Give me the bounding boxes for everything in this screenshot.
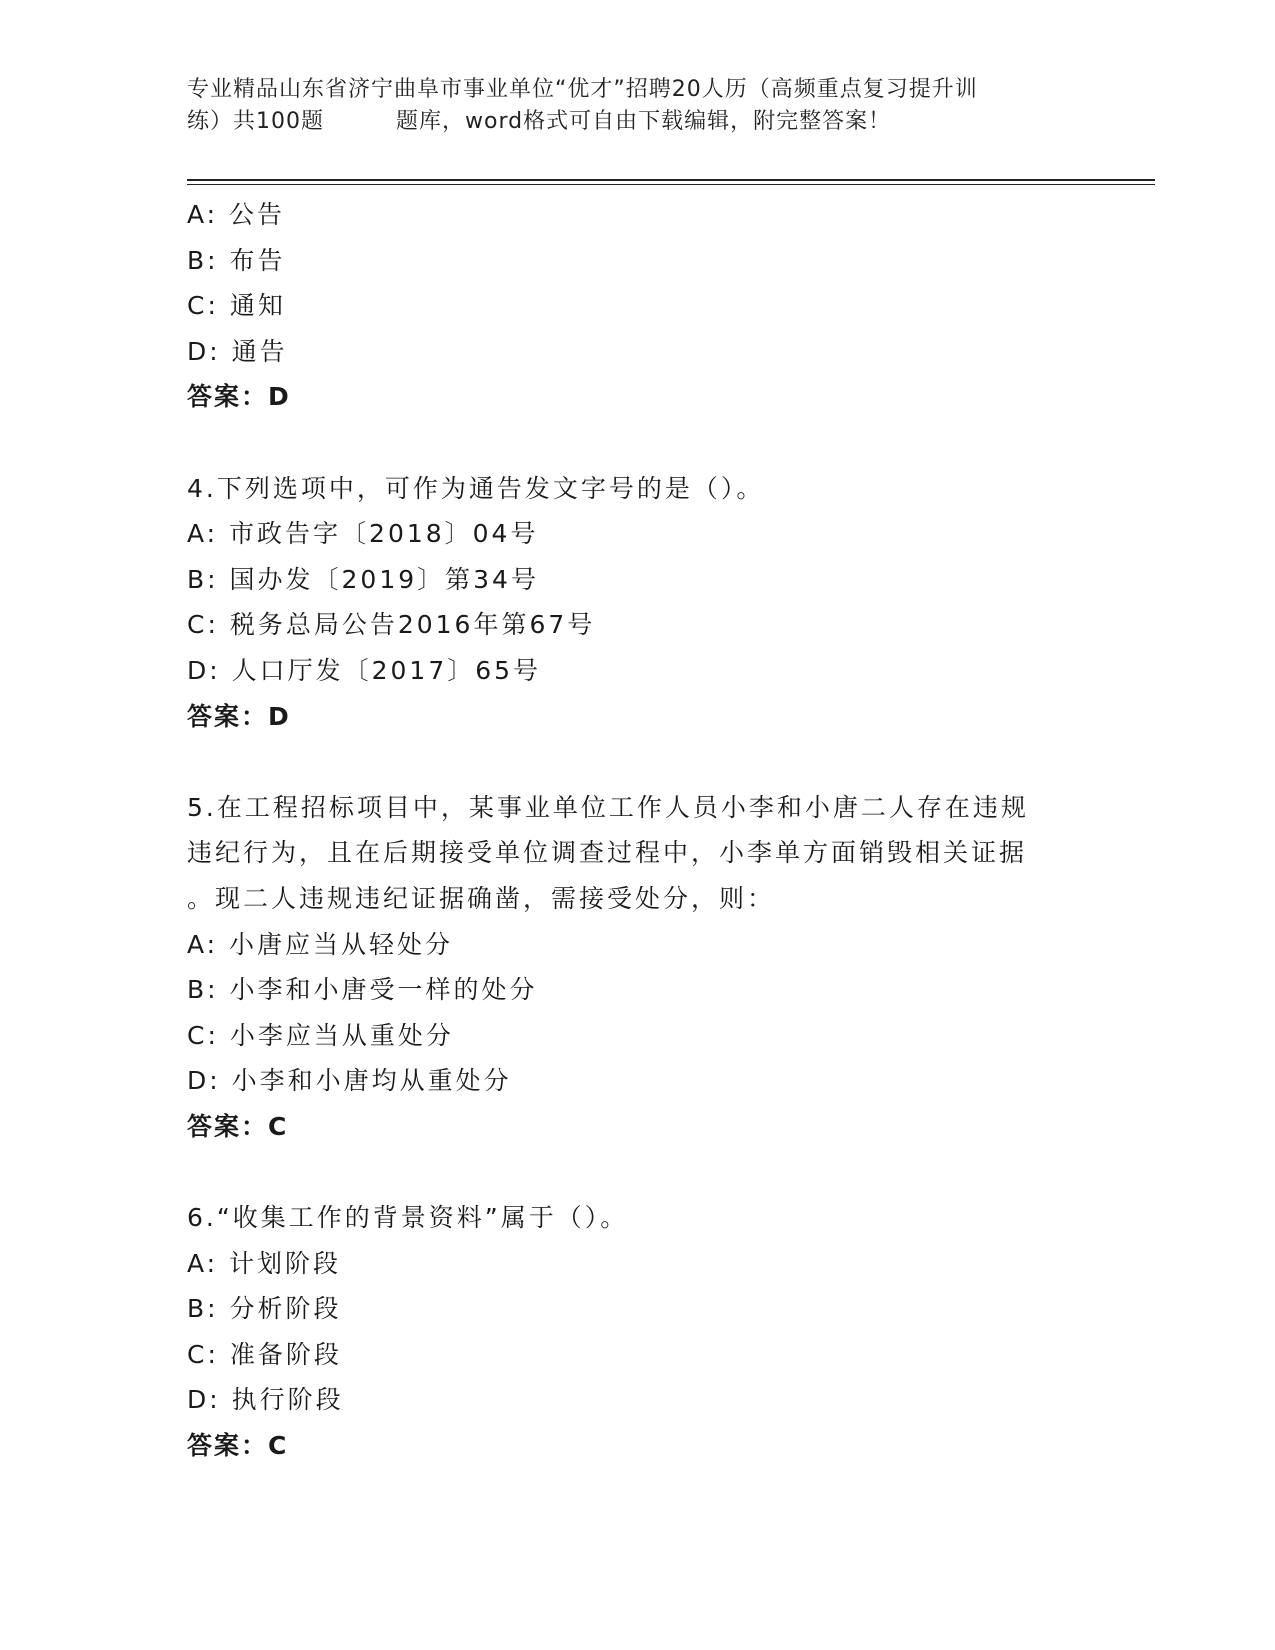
option-d: D: 通告 <box>187 336 288 366</box>
question-text-line-3: 。现二人违规违纪证据确凿，需接受处分，则： <box>187 883 776 913</box>
option-b: B: 分析阶段 <box>187 1294 342 1324</box>
question-4-block <box>187 466 1087 740</box>
question-text-line-1: 5.在工程招标项目中，某事业单位工作人员小李和小唐二人存在违规 <box>187 792 1029 822</box>
option-d: D: 人口厅发〔2017〕65号 <box>187 655 542 685</box>
option-c: C: 小李应当从重处分 <box>187 1020 454 1050</box>
option-b: B: 布告 <box>187 245 286 275</box>
question-text: 6.“收集工作的背景资料”属于（）。 <box>187 1203 629 1233</box>
header-line-2 <box>187 106 1087 138</box>
question-6-block <box>187 1195 1087 1469</box>
option-c: C: 准备阶段 <box>187 1339 342 1369</box>
option-a: A: 公告 <box>187 200 286 229</box>
header-rule-thin <box>187 184 1155 185</box>
document-header <box>187 74 1087 138</box>
option-b: B: 小李和小唐受一样的处分 <box>187 975 538 1005</box>
question-3-block <box>187 192 1087 420</box>
header-line-1: 专业精品山东省济宁曲阜市事业单位“优才”招聘20人历（高频重点复习提升训 <box>187 77 978 102</box>
option-c: C: 税务总局公告2016年第67号 <box>187 610 596 640</box>
answer: 答案：D <box>187 701 291 731</box>
option-b: B: 国办发〔2019〕第34号 <box>187 564 539 594</box>
option-d: D: 执行阶段 <box>187 1385 344 1415</box>
question-5-block <box>187 785 1087 1150</box>
question-text-line-2: 违纪行为，且在后期接受单位调查过程中，小李单方面销毁相关证据 <box>187 838 1028 868</box>
option-d: D: 小李和小唐均从重处分 <box>187 1066 512 1096</box>
answer: 答案：C <box>187 1111 289 1141</box>
option-c: C: 通知 <box>187 291 286 321</box>
option-a: A: 市政告字〔2018〕04号 <box>187 519 539 549</box>
option-a: A: 计划阶段 <box>187 1248 342 1278</box>
header-line-2-end: 题库，word格式可自由下载编辑，附完整答案！ <box>396 109 892 134</box>
option-a: A: 小唐应当从轻处分 <box>187 929 454 959</box>
answer: 答案：C <box>187 1431 289 1461</box>
question-text: 4.下列选项中，可作为通告发文字号的是（）。 <box>187 473 765 503</box>
answer: 答案：D <box>187 382 291 412</box>
header-rule <box>187 179 1155 181</box>
question-list <box>187 192 1087 1469</box>
header-line-2-start: 练）共100题 <box>187 109 324 134</box>
